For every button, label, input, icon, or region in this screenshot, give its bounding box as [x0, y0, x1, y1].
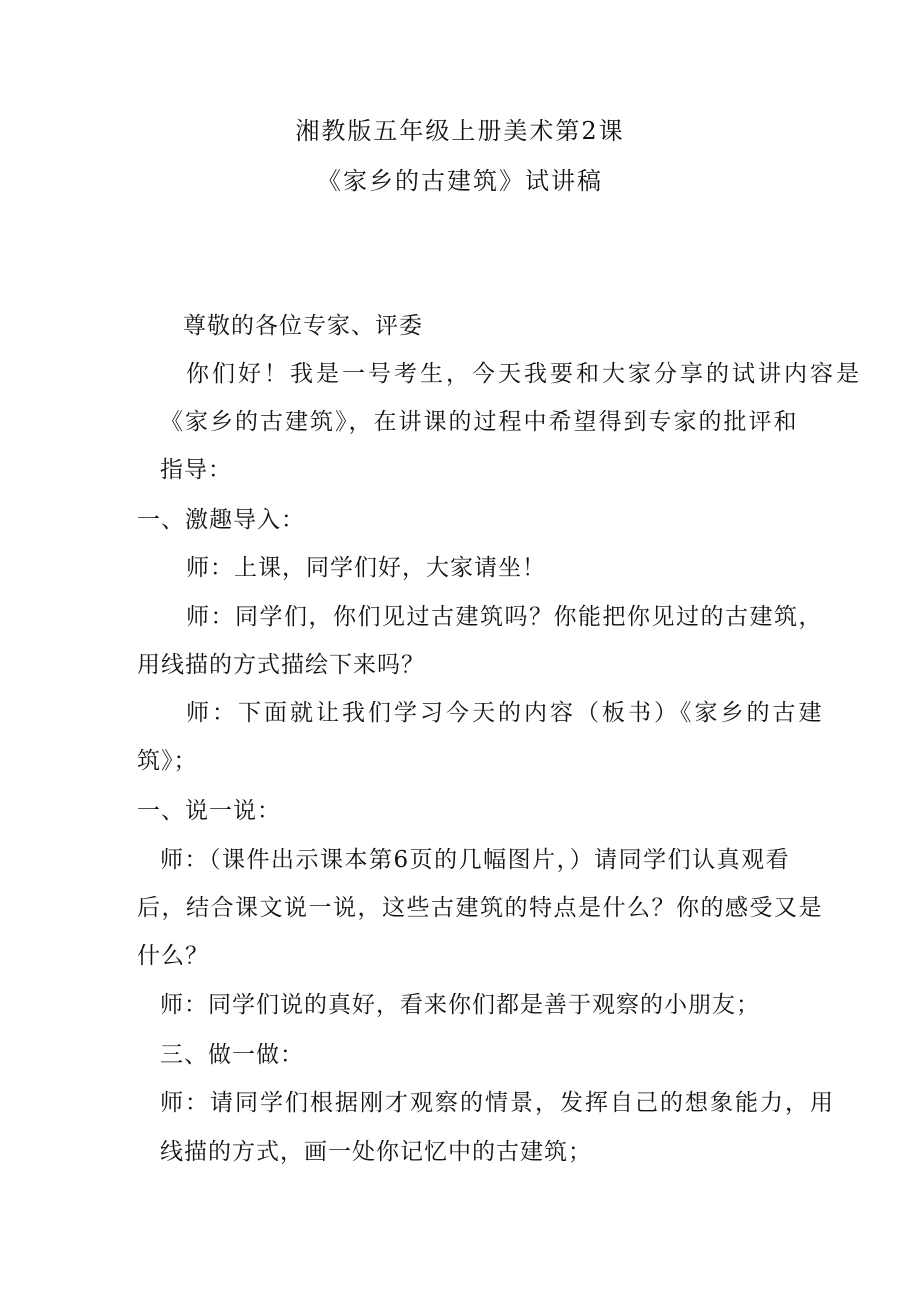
- paragraph-line: 师：下面就让我们学习今天的内容（板书）《家乡的古建: [186, 700, 825, 726]
- paragraph-line: 师：同学们，你们见过古建筑吗？你能把你见过的古建筑，: [186, 604, 823, 630]
- paragraph-line: 筑》；: [137, 748, 198, 774]
- section-heading: 一、激趣导入：: [137, 507, 305, 533]
- paragraph-line: 线描的方式，画一处你记忆中的古建筑；: [160, 1139, 592, 1165]
- paragraph-line: 师：（课件出示课本第6页的几幅图片，）请同学们认真观看: [160, 847, 791, 873]
- paragraph-line: 什么？: [137, 943, 209, 969]
- salutation: 尊敬的各位专家、评委: [183, 313, 423, 339]
- section-heading: 一、说一说：: [137, 798, 281, 824]
- document-subtitle: 《家乡的古建筑》试讲稿: [317, 167, 603, 195]
- paragraph-line: 后，结合课文说一说，这些古建筑的特点是什么？你的感受又是: [137, 895, 823, 921]
- paragraph-line: 师：同学们说的真好，看来你们都是善于观察的小朋友；: [160, 992, 760, 1018]
- intro-line: 你们好！我是一号考生，今天我要和大家分享的试讲内容是: [186, 361, 862, 387]
- intro-line: 指导：: [160, 457, 232, 483]
- paragraph-line: 师：请同学们根据刚才观察的情景，发挥自己的想象能力，用: [160, 1090, 835, 1116]
- document-title: 湘教版五年级上册美术第2课: [295, 117, 625, 145]
- section-heading: 三、做一做：: [160, 1042, 304, 1068]
- intro-line: 《家乡的古建筑》，在讲课的过程中希望得到专家的批评和: [160, 409, 799, 435]
- paragraph-line: 师：上课，同学们好，大家请坐！: [186, 555, 546, 581]
- paragraph-line: 用线描的方式描绘下来吗？: [137, 652, 425, 678]
